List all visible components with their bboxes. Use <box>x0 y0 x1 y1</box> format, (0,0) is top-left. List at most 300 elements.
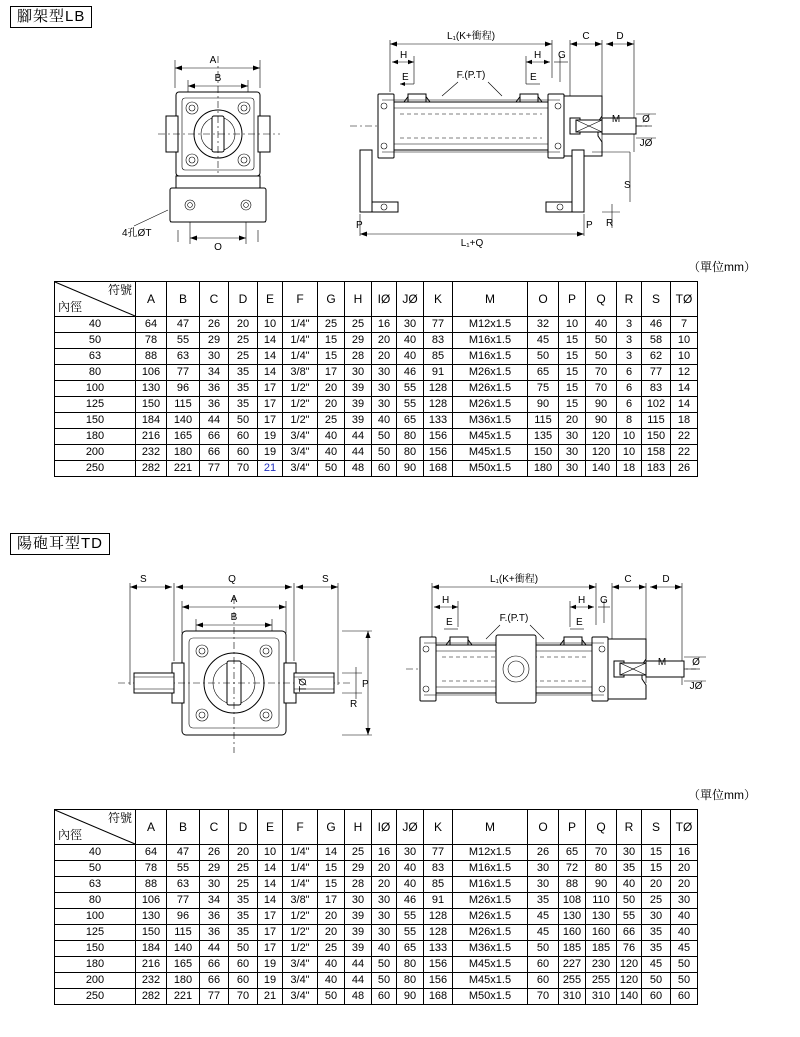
col-J: JØ <box>397 810 424 845</box>
section-title-lb: 腳架型LB <box>10 6 92 28</box>
cell-value: 20 <box>318 397 345 413</box>
cell-value: 15 <box>318 333 345 349</box>
svg-text:L₁(K+衝程): L₁(K+衝程) <box>446 31 496 42</box>
col-A: A <box>136 282 167 317</box>
col-T: TØ <box>671 282 698 317</box>
cell-value: 17 <box>318 893 345 909</box>
cell-value: 36 <box>200 397 229 413</box>
svg-text:Q: Q <box>228 574 236 585</box>
cell-value: 184 <box>136 413 167 429</box>
cell-value: 1/4" <box>283 861 318 877</box>
corner-bore-label: 內徑 <box>58 300 83 314</box>
svg-text:F.(P.T): F.(P.T) <box>499 613 529 624</box>
cell-value: 60 <box>229 445 258 461</box>
cell-value: 10 <box>258 317 283 333</box>
table-row <box>55 333 698 349</box>
cell-value: 158 <box>642 445 671 461</box>
td-spec-table <box>54 809 698 1005</box>
cell-value: 130 <box>559 909 586 925</box>
cell-value: 35 <box>229 365 258 381</box>
cell-value: 30 <box>345 893 372 909</box>
cell-value: 35 <box>642 925 671 941</box>
cell-value: 21 <box>258 461 283 477</box>
cell-value: 72 <box>559 861 586 877</box>
cell-value: 150 <box>136 397 167 413</box>
cell-bore: 40 <box>55 845 136 861</box>
cell-value: M26x1.5 <box>453 893 528 909</box>
cell-value: 44 <box>345 445 372 461</box>
lb-side-view <box>330 22 660 254</box>
cell-value: 83 <box>424 861 453 877</box>
cell-value: 20 <box>372 877 397 893</box>
table-row <box>55 861 698 877</box>
cell-value: 128 <box>424 381 453 397</box>
cell-value: 14 <box>258 365 283 381</box>
cell-value: 108 <box>559 893 586 909</box>
cell-value: 216 <box>136 429 167 445</box>
cell-value: 45 <box>528 925 559 941</box>
cell-value: 183 <box>642 461 671 477</box>
cell-value: 45 <box>642 957 671 973</box>
svg-text:P: P <box>586 220 593 231</box>
cell-value: 80 <box>397 429 424 445</box>
cell-value: 70 <box>229 989 258 1005</box>
cell-value: 39 <box>345 397 372 413</box>
svg-text:G: G <box>600 595 608 606</box>
cell-value: 35 <box>642 941 671 957</box>
cell-bore: 100 <box>55 909 136 925</box>
col-T: TØ <box>671 810 698 845</box>
cell-value: 3/4" <box>283 429 318 445</box>
svg-text:4孔ØT: 4孔ØT <box>122 228 152 239</box>
cell-value: 70 <box>586 845 617 861</box>
cell-value: 36 <box>200 909 229 925</box>
unit-note-lb: （單位mm） <box>688 260 756 274</box>
cell-value: 50 <box>229 941 258 957</box>
cell-value: 55 <box>167 861 200 877</box>
cell-bore: 150 <box>55 941 136 957</box>
col-K: K <box>424 810 453 845</box>
cell-value: 7 <box>671 317 698 333</box>
cell-value: 44 <box>345 429 372 445</box>
svg-text:C: C <box>582 31 590 42</box>
cell-bore: 80 <box>55 893 136 909</box>
cell-value: 47 <box>167 845 200 861</box>
svg-text:H: H <box>400 50 408 61</box>
td-side-view <box>400 565 740 770</box>
cell-value: 66 <box>200 445 229 461</box>
cell-value: 60 <box>229 973 258 989</box>
cell-value: 36 <box>200 381 229 397</box>
svg-text:R: R <box>350 699 358 710</box>
cell-value: 128 <box>424 925 453 941</box>
cell-value: 3 <box>617 317 642 333</box>
cell-value: 221 <box>167 989 200 1005</box>
cell-value: 1/4" <box>283 317 318 333</box>
corner-cell <box>55 810 136 845</box>
cell-value: 6 <box>617 397 642 413</box>
cell-value: 88 <box>559 877 586 893</box>
cell-value: M45x1.5 <box>453 445 528 461</box>
cell-value: 14 <box>671 397 698 413</box>
cell-value: 50 <box>671 957 698 973</box>
svg-text:G: G <box>558 50 566 61</box>
cell-value: M50x1.5 <box>453 461 528 477</box>
cell-value: 39 <box>345 413 372 429</box>
cell-value: 20 <box>229 317 258 333</box>
cell-value: 40 <box>397 349 424 365</box>
cell-value: 90 <box>586 413 617 429</box>
cell-value: 35 <box>229 381 258 397</box>
table-header-row <box>55 282 698 317</box>
cell-value: 30 <box>372 365 397 381</box>
table-row <box>55 845 698 861</box>
svg-text:E: E <box>446 617 453 628</box>
table-row <box>55 397 698 413</box>
cell-value: 1/2" <box>283 381 318 397</box>
cell-value: 77 <box>424 845 453 861</box>
cell-value: M26x1.5 <box>453 925 528 941</box>
cell-value: 30 <box>559 445 586 461</box>
cell-value: 55 <box>397 909 424 925</box>
cell-value: 50 <box>528 941 559 957</box>
cell-value: 20 <box>642 877 671 893</box>
cell-bore: 180 <box>55 957 136 973</box>
cell-value: 30 <box>372 925 397 941</box>
table-row <box>55 429 698 445</box>
cell-value: 76 <box>617 941 642 957</box>
cell-value: 180 <box>167 445 200 461</box>
cell-value: 90 <box>397 989 424 1005</box>
svg-text:B: B <box>230 612 238 623</box>
cell-value: 150 <box>642 429 671 445</box>
cell-value: 120 <box>586 445 617 461</box>
cell-value: M12x1.5 <box>453 317 528 333</box>
cell-value: 77 <box>200 461 229 477</box>
cell-value: 40 <box>397 861 424 877</box>
cell-bore: 50 <box>55 333 136 349</box>
cell-value: 140 <box>167 941 200 957</box>
cell-value: 15 <box>559 397 586 413</box>
cell-value: 3/4" <box>283 445 318 461</box>
cell-value: 156 <box>424 957 453 973</box>
cell-value: 15 <box>559 381 586 397</box>
cell-value: 1/4" <box>283 349 318 365</box>
cell-value: 46 <box>397 365 424 381</box>
cell-value: 64 <box>136 317 167 333</box>
cell-value: 14 <box>258 877 283 893</box>
cell-value: 15 <box>559 365 586 381</box>
svg-text:D: D <box>616 31 624 42</box>
cell-value: 156 <box>424 445 453 461</box>
cell-value: M45x1.5 <box>453 429 528 445</box>
svg-text:C: C <box>624 574 632 585</box>
cell-value: 40 <box>397 877 424 893</box>
cell-value: 90 <box>397 461 424 477</box>
svg-text:S: S <box>624 180 631 191</box>
cell-value: 46 <box>642 317 671 333</box>
cell-value: 3/4" <box>283 973 318 989</box>
cell-value: 40 <box>397 333 424 349</box>
cell-value: 15 <box>642 845 671 861</box>
cell-value: 25 <box>345 317 372 333</box>
corner-symbol-label: 符號 <box>107 283 132 297</box>
cell-value: 40 <box>318 429 345 445</box>
cell-value: 50 <box>671 973 698 989</box>
cell-value: 85 <box>424 349 453 365</box>
cell-bore: 125 <box>55 925 136 941</box>
cell-value: 8 <box>617 413 642 429</box>
cell-value: 16 <box>372 845 397 861</box>
cell-value: 88 <box>136 349 167 365</box>
col-M: M <box>453 810 528 845</box>
cell-value: 115 <box>642 413 671 429</box>
cell-value: 44 <box>345 973 372 989</box>
cell-bore: 125 <box>55 397 136 413</box>
cell-value: 29 <box>200 861 229 877</box>
cell-value: 150 <box>528 445 559 461</box>
cell-value: 140 <box>586 461 617 477</box>
cell-value: 140 <box>167 413 200 429</box>
svg-text:JØ: JØ <box>689 681 703 692</box>
cell-value: M26x1.5 <box>453 381 528 397</box>
table-row <box>55 893 698 909</box>
cell-value: 65 <box>559 845 586 861</box>
cell-value: 30 <box>372 381 397 397</box>
cell-value: 77 <box>200 989 229 1005</box>
cell-value: 230 <box>586 957 617 973</box>
table-row <box>55 957 698 973</box>
col-P: P <box>559 810 586 845</box>
corner-symbol-label: 符號 <box>107 811 132 825</box>
cell-bore: 200 <box>55 445 136 461</box>
cell-value: 80 <box>397 445 424 461</box>
cell-value: 165 <box>167 957 200 973</box>
cell-value: 22 <box>671 429 698 445</box>
cell-value: 77 <box>424 317 453 333</box>
cell-bore: 250 <box>55 989 136 1005</box>
cell-value: 10 <box>258 845 283 861</box>
svg-text:S: S <box>322 574 329 585</box>
col-M: M <box>453 282 528 317</box>
cell-value: 30 <box>397 845 424 861</box>
cell-value: 14 <box>318 845 345 861</box>
cell-value: 66 <box>617 925 642 941</box>
cell-value: 63 <box>167 877 200 893</box>
cell-bore: 250 <box>55 461 136 477</box>
cell-value: M16x1.5 <box>453 349 528 365</box>
col-I: IØ <box>372 810 397 845</box>
cell-value: 85 <box>424 877 453 893</box>
cell-value: 120 <box>586 429 617 445</box>
cell-value: 50 <box>528 349 559 365</box>
cell-value: M45x1.5 <box>453 957 528 973</box>
cell-value: 28 <box>345 877 372 893</box>
cell-value: 40 <box>318 957 345 973</box>
cell-value: 40 <box>372 413 397 429</box>
cell-value: 106 <box>136 893 167 909</box>
cell-value: 25 <box>229 877 258 893</box>
table-row <box>55 381 698 397</box>
cell-value: 30 <box>617 845 642 861</box>
cell-value: 15 <box>318 349 345 365</box>
cell-value: 3 <box>617 333 642 349</box>
cell-value: 17 <box>258 941 283 957</box>
svg-text:L₁+Q: L₁+Q <box>460 238 484 249</box>
cell-value: 130 <box>136 909 167 925</box>
svg-text:E: E <box>576 617 583 628</box>
cell-value: 156 <box>424 429 453 445</box>
cell-value: 35 <box>229 397 258 413</box>
col-F: F <box>283 282 318 317</box>
cell-value: 115 <box>528 413 559 429</box>
table-row <box>55 941 698 957</box>
section-title-td: 陽砲耳型TD <box>10 533 110 555</box>
cell-value: 90 <box>528 397 559 413</box>
cell-value: 60 <box>229 429 258 445</box>
cell-value: 83 <box>642 381 671 397</box>
cell-value: 180 <box>167 973 200 989</box>
cell-value: 3/4" <box>283 989 318 1005</box>
cell-value: 232 <box>136 445 167 461</box>
cell-value: 115 <box>167 397 200 413</box>
col-G: G <box>318 810 345 845</box>
lb-spec-table <box>54 281 698 477</box>
cell-value: 20 <box>318 909 345 925</box>
cell-value: 15 <box>318 861 345 877</box>
cell-value: 25 <box>345 845 372 861</box>
cell-value: 15 <box>318 877 345 893</box>
cell-bore: 200 <box>55 973 136 989</box>
svg-text:S: S <box>140 574 147 585</box>
cell-value: 1/4" <box>283 877 318 893</box>
col-B: B <box>167 810 200 845</box>
cell-value: 78 <box>136 861 167 877</box>
cell-value: 26 <box>528 845 559 861</box>
cell-value: 44 <box>200 413 229 429</box>
cell-value: 91 <box>424 365 453 381</box>
cell-value: 25 <box>229 349 258 365</box>
cell-value: 14 <box>258 861 283 877</box>
cell-value: 20 <box>372 333 397 349</box>
svg-text:P: P <box>362 679 369 690</box>
cell-value: 50 <box>318 461 345 477</box>
cell-value: 150 <box>136 925 167 941</box>
col-O: O <box>528 282 559 317</box>
cell-value: M16x1.5 <box>453 333 528 349</box>
cell-value: M26x1.5 <box>453 365 528 381</box>
table-row <box>55 445 698 461</box>
cell-value: M26x1.5 <box>453 909 528 925</box>
col-S: S <box>642 282 671 317</box>
cell-value: 60 <box>528 957 559 973</box>
cell-value: 17 <box>318 365 345 381</box>
unit-note-td: （單位mm） <box>688 788 756 802</box>
cell-value: 20 <box>229 845 258 861</box>
svg-text:E: E <box>402 72 409 83</box>
cell-value: 180 <box>528 461 559 477</box>
cell-value: 17 <box>258 381 283 397</box>
table-row <box>55 925 698 941</box>
cell-value: 50 <box>318 989 345 1005</box>
cell-bore: 100 <box>55 381 136 397</box>
cell-value: 1/2" <box>283 941 318 957</box>
col-S: S <box>642 810 671 845</box>
cell-value: 40 <box>586 317 617 333</box>
cell-value: 60 <box>372 989 397 1005</box>
cell-value: 55 <box>397 925 424 941</box>
cell-value: 70 <box>229 461 258 477</box>
cell-value: 130 <box>586 909 617 925</box>
cell-value: 90 <box>586 397 617 413</box>
cell-value: 115 <box>167 925 200 941</box>
cell-value: 88 <box>136 877 167 893</box>
cell-value: 25 <box>642 893 671 909</box>
cell-value: 282 <box>136 989 167 1005</box>
table-row <box>55 365 698 381</box>
cell-value: 30 <box>345 365 372 381</box>
cell-value: 65 <box>528 365 559 381</box>
cell-value: 30 <box>200 877 229 893</box>
cell-value: 17 <box>258 925 283 941</box>
cell-bore: 63 <box>55 349 136 365</box>
col-H: H <box>345 282 372 317</box>
table-row <box>55 973 698 989</box>
cell-value: 63 <box>167 349 200 365</box>
cell-value: 3/4" <box>283 461 318 477</box>
cell-value: 3/8" <box>283 893 318 909</box>
cell-value: 14 <box>258 333 283 349</box>
cell-value: 65 <box>397 941 424 957</box>
cell-value: M16x1.5 <box>453 877 528 893</box>
cell-value: 29 <box>345 861 372 877</box>
corner-bore-label: 內徑 <box>58 828 83 842</box>
cell-value: 40 <box>318 445 345 461</box>
cell-value: 21 <box>258 989 283 1005</box>
cell-value: 128 <box>424 909 453 925</box>
cell-value: 106 <box>136 365 167 381</box>
cell-value: 39 <box>345 909 372 925</box>
cell-value: 10 <box>559 317 586 333</box>
cell-value: 35 <box>617 861 642 877</box>
cell-value: 29 <box>345 333 372 349</box>
col-C: C <box>200 810 229 845</box>
cell-value: 130 <box>136 381 167 397</box>
cell-value: 185 <box>586 941 617 957</box>
td-front-view <box>110 565 380 770</box>
cell-value: 50 <box>372 957 397 973</box>
cell-value: 102 <box>642 397 671 413</box>
cell-value: 282 <box>136 461 167 477</box>
cell-value: 62 <box>642 349 671 365</box>
cell-value: 70 <box>586 381 617 397</box>
svg-text:M: M <box>657 657 667 668</box>
col-E: E <box>258 282 283 317</box>
cell-value: M16x1.5 <box>453 861 528 877</box>
cell-value: 216 <box>136 957 167 973</box>
cell-value: 66 <box>200 429 229 445</box>
cell-value: 14 <box>258 893 283 909</box>
col-D: D <box>229 810 258 845</box>
cell-value: 91 <box>424 893 453 909</box>
svg-text:Ø: Ø <box>642 114 650 125</box>
cell-value: 35 <box>229 909 258 925</box>
cell-value: 35 <box>229 925 258 941</box>
cell-value: 50 <box>642 973 671 989</box>
cell-value: 1/2" <box>283 413 318 429</box>
cell-value: 40 <box>671 925 698 941</box>
col-F: F <box>283 810 318 845</box>
